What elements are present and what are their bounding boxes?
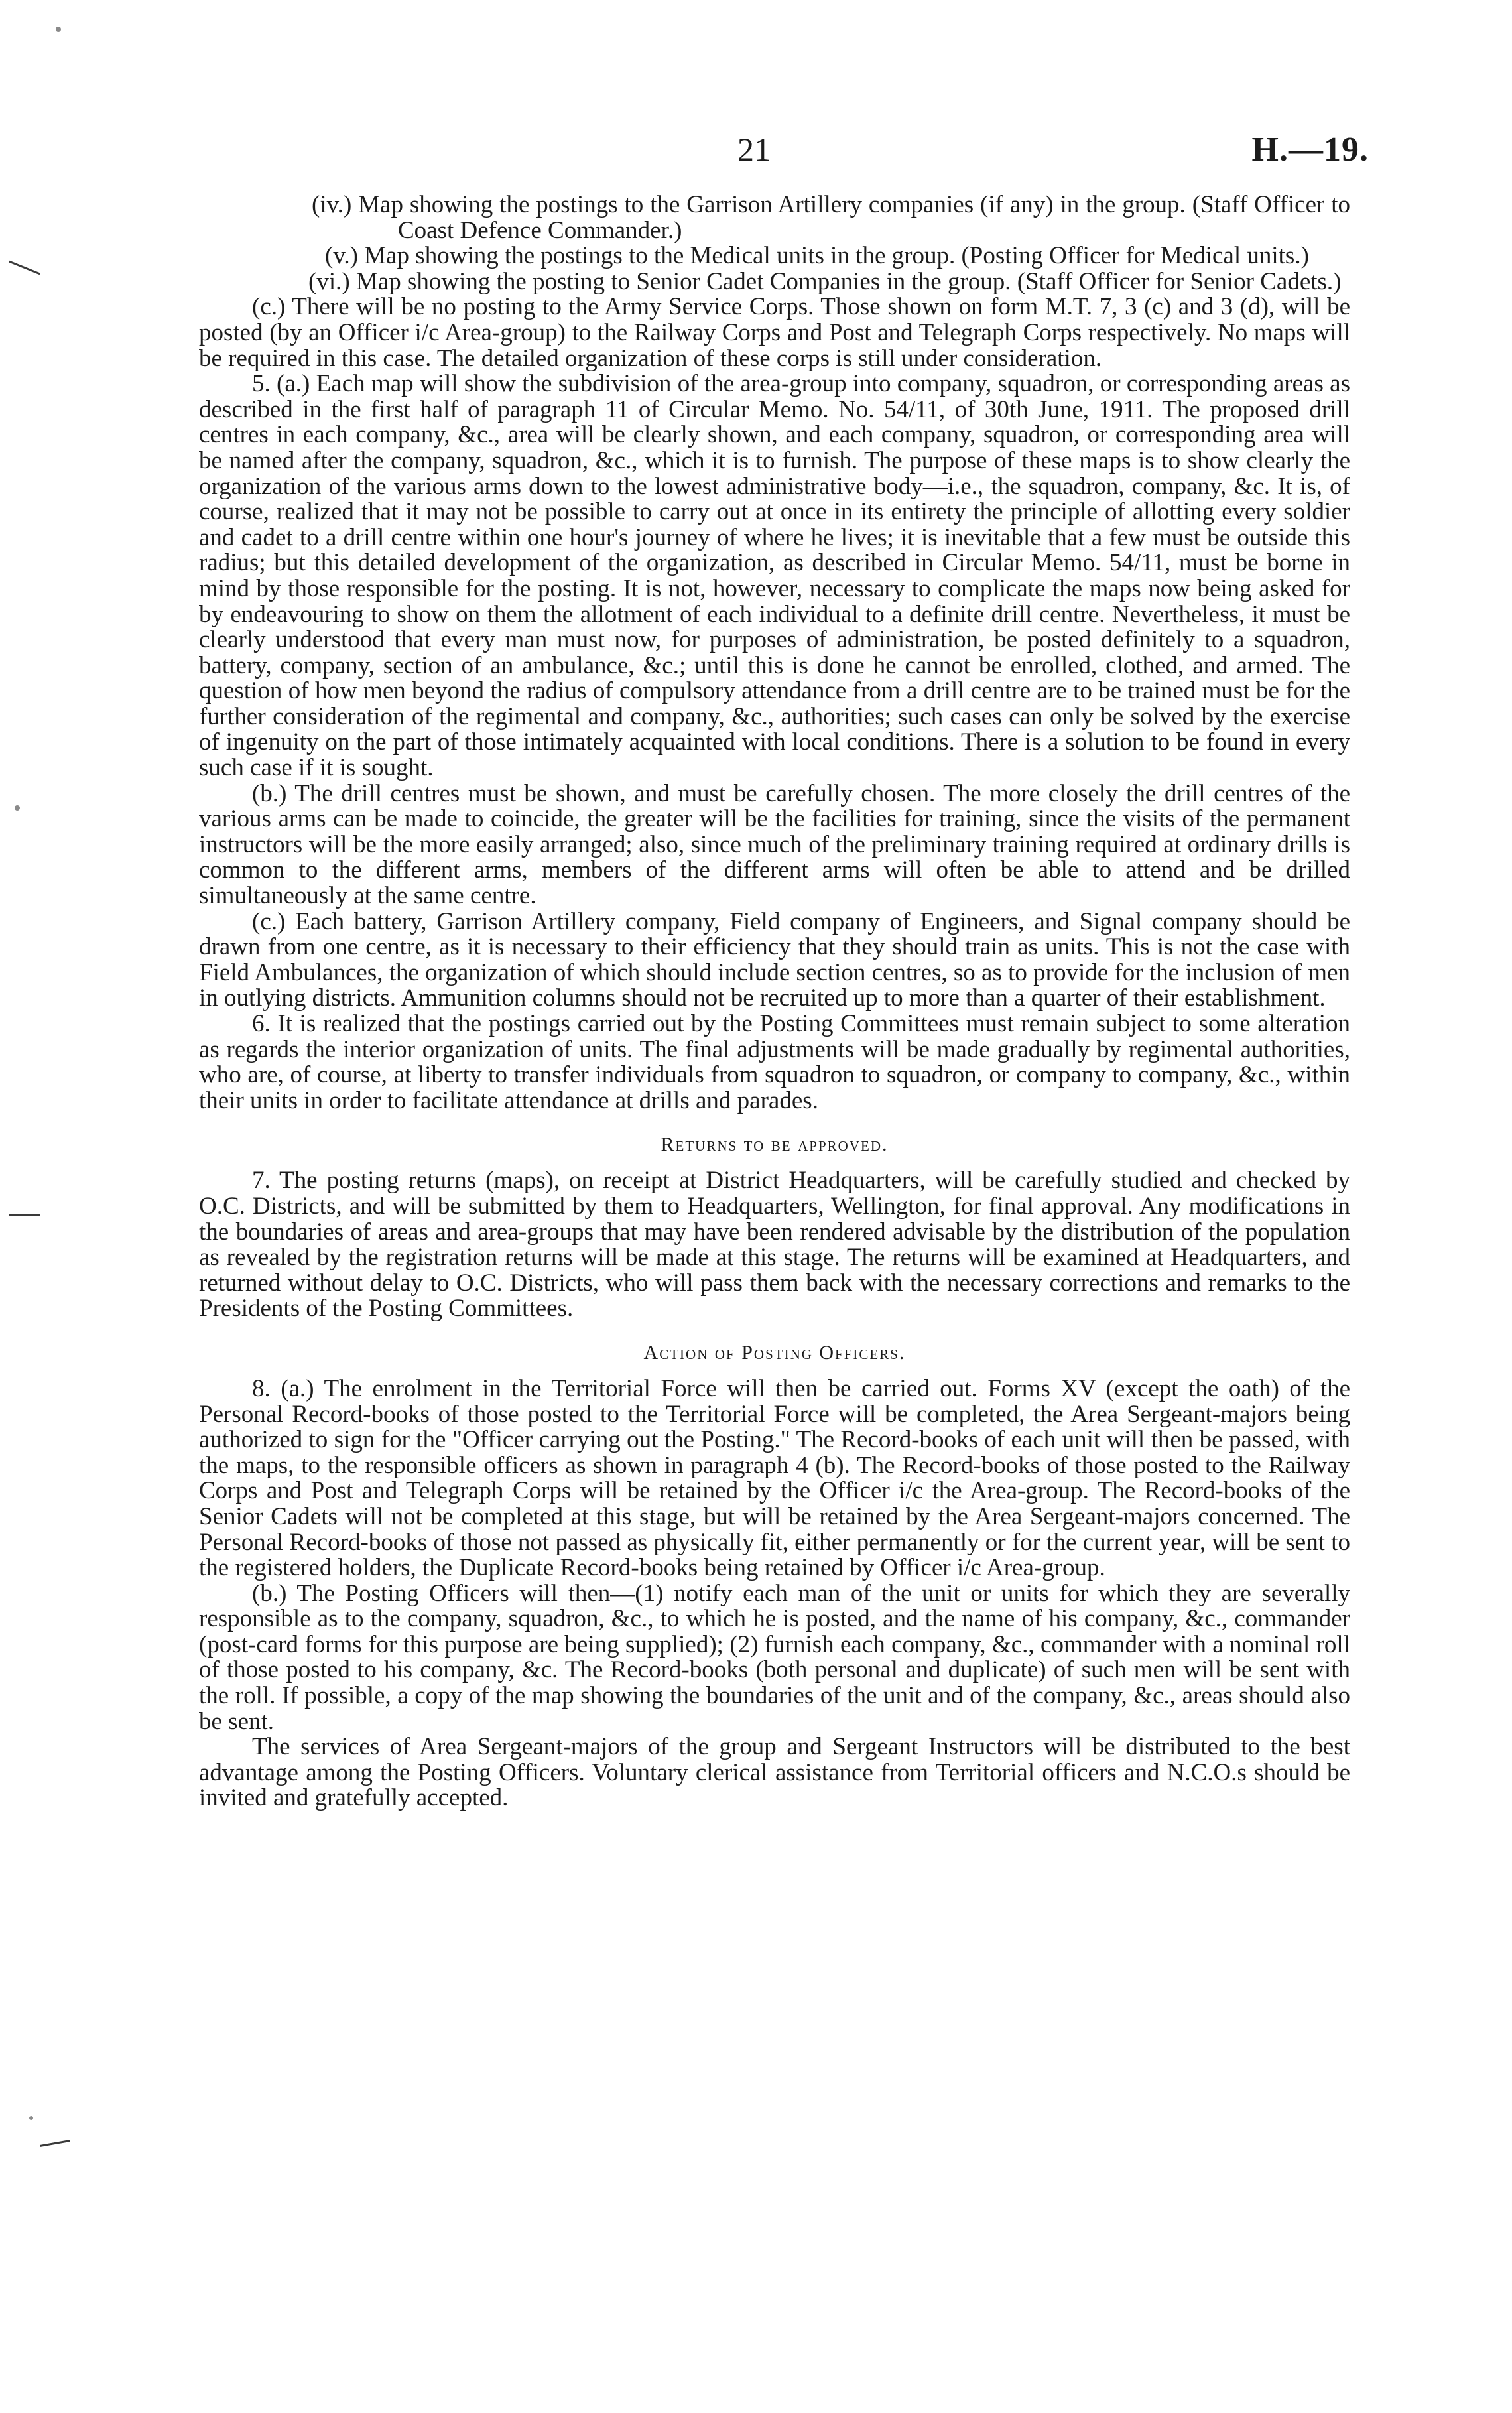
paragraph-6: 6. It is realized that the postings carried out by the Posting Committees must remain subject to some alteration as regards the interior organization of units. The final adjustments will be made gradually by regimental authorities, who are, of course, at liberty to transfer individuals from squadron to squadron, or company to company, &c., within their units in order to facilitate attendance at drills and parades.: [199, 1010, 1350, 1114]
page-number: 21: [737, 131, 771, 168]
document-reference: H.—19.: [1251, 131, 1369, 168]
paragraph-5b: (b.) The drill centres must be shown, and must be carefully chosen. The more closely the drill centres of the various arms can be made to coincide, the greater will be the facilities for training, since the visits of the permanent instructors will be the more easily arranged; also, since much of the preliminary training required at ordinary drills is common to the different arms, members of the different arms will often be able to attend and be drilled simultaneously at the same centre.: [199, 779, 1350, 910]
paragraph-5a: 5. (a.) Each map will show the subdivision of the area-group into company, squadron, or corresponding areas as described in the first half of paragraph 11 of Circular Memo. No. 54/11, of 30th June, 1911. The proposed drill centres in each company, &c., area will be clearly shown, and each company, squadron, or corresponding area will be named after the company, squadron, &c., which it is to furnish. The purpose of these maps is to show clearly the organization of the various arms down to the lowest administrative body—i.e., the squadron, company, &c. It is, of course, realized that it may not be possible to carry out at once in its entirety the principle of allotting every soldier and cadet to a drill centre within one hour's journey of where he lives; it is inevitable that a few must be outside this radius; but this detailed development of the organization, as described in Circular Memo. 54/11, must be borne in mind by those responsible for the posting. It is not, however, necessary to complicate the maps now being asked for by endeavouring to show on them the allotment of each individual to a definite drill centre. Nevertheless, it must be clearly understood that every man must now, for purposes of administration, be posted definitely to a squadron, battery, company, section of an ambulance, &c.; until this is done he cannot be enrolled, clothed, and armed. The question of how men beyond the radius of compulsory attendance from a drill centre are to be trained must be for the further consideration of the regimental and company, &c., authorities; such cases can only be solved by the exercise of ingenuity on the part of those intimately acquainted with local conditions. There is a solution to be found in every such case if it is sought.: [199, 370, 1350, 782]
margin-speck: [29, 2116, 33, 2120]
paragraph-8b: (b.) The Posting Officers will then—(1) notify each man of the unit or units for which they are severally responsible as to the company, squadron, &c., to which he is posted, and the name of his company, &c., commander (post-card forms for this purpose are being supplied); (2) furnish each company, &c., commander with a nominal roll of those posted to his company, &c. The Record-books (both personal and duplicate) of such men will be sent with the roll. If possible, a copy of the map showing the boundaries of the unit and of the company, &c., areas should also be sent.: [199, 1579, 1350, 1735]
section-heading-action: Action of Posting Officers.: [643, 1341, 906, 1364]
paragraph-8c: The services of Area Sergeant-majors of the group and Sergeant Instructors will be distributed to the best advantage among the Posting Officers. Voluntary clerical assistance from Territorial officers and N.C.O.s should be invited and gratefully accepted.: [199, 1733, 1350, 1812]
margin-speck: [15, 805, 20, 811]
paragraph-vi: (vi.) Map showing the posting to Senior Cadet Companies in the group. (Staff Officer for Senior Cadets.): [308, 267, 1342, 295]
paragraph-v: (v.) Map showing the postings to the Medical units in the group. (Posting Officer for Medical units.): [325, 242, 1309, 270]
margin-mark: [9, 1214, 40, 1216]
section-heading-returns: Returns to be approved.: [661, 1134, 889, 1156]
paragraph-8a: 8. (a.) The enrolment in the Territorial Force will then be carried out. Forms XV (except the oath) of the Personal Record-books of those posted to the Territorial Force will be completed, the Area Sergeant-majors being authorized to sign for the "Officer carrying out the Posting." The Record-books of each unit will then be passed, with the maps, to the responsible officers as shown in paragraph 4 (b). The Record-books of those posted to the Railway Corps and Post and Telegraph Corps will be retained by the Officer i/c the Area-group. The Record-books of the Senior Cadets will not be completed at this stage, but will be retained by the Area Sergeant-majors concerned. The Personal Record-books of those not passed as physically fit, either permanently or for the current year, will be sent to the registered holders, the Duplicate Record-books being retained by Officer i/c Area-group.: [199, 1374, 1351, 1582]
paragraph-iv: (iv.) Map showing the postings to the Garrison Artillery companies (if any) in the group. (Staff Officer to Coast Defence Commander.): [312, 191, 1350, 244]
paragraph-7: 7. The posting returns (maps), on receipt at District Headquarters, will be carefully studied and checked by O.C. Districts, and will be submitted by them to Headquarters, Wellington, for final approval. Any modifications in the boundaries of areas and area-groups that may have been rendered advisable by the distribution of the population as revealed by the registration returns will be made at this stage. The returns will be examined at Headquarters, and returned without delay to O.C. Districts, who will pass them back with the necessary corrections and remarks to the Presidents of the Posting Committees.: [199, 1167, 1350, 1323]
paragraph-c: (c.) There will be no posting to the Army Service Corps. Those shown on form M.T. 7, 3 (c) and 3 (d), will be posted (by an Officer i/c Area-group) to the Railway Corps and Post and Telegraph Corps respectively. No maps will be required in this case. The detailed organization of these corps is still under consideration.: [199, 293, 1350, 372]
margin-speck: [56, 27, 61, 32]
margin-mark: [9, 261, 40, 275]
margin-mark: [40, 2140, 70, 2147]
paragraph-5c: (c.) Each battery, Garrison Artillery company, Field company of Engineers, and Signal company should be drawn from one centre, as it is necessary to their efficiency that they should train as units. This is not the case with Field Ambulances, the organization of which should include section centres, so as to provide for the inclusion of men in outlying districts. Ammunition columns should not be recruited up to more than a quarter of their establishment.: [199, 907, 1350, 1012]
body-text: [199, 192, 1350, 1811]
page-header: [0, 130, 1512, 176]
